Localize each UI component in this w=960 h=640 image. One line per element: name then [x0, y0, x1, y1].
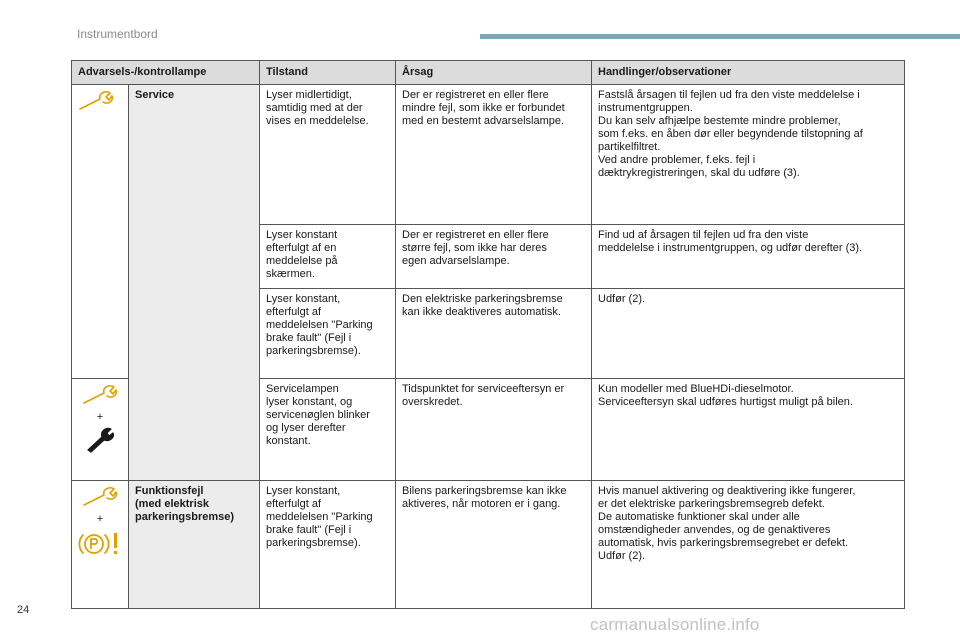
plus-sign: +: [96, 411, 104, 423]
text-line: meddelelse i instrumentgruppen, og udfør derefter (3).: [598, 242, 863, 254]
section-title: Instrumentbord: [77, 27, 158, 41]
text-line: Der er registreret en eller flere: [402, 89, 549, 101]
table-header-row: [72, 61, 905, 85]
text-line: Ved andre problemer, f.eks. fejl i: [598, 154, 756, 166]
handlinger-cell: [592, 289, 905, 379]
icon-cell: [72, 85, 129, 379]
text-line: større fejl, som ikke har deres: [402, 242, 547, 254]
icon-stack: [78, 383, 122, 453]
text-line: parkeringsbremse): [135, 511, 235, 523]
page-number: 24: [17, 604, 30, 616]
handlinger-cell: [592, 85, 905, 225]
handlinger-cell: [592, 379, 905, 481]
text-line: automatisk, hvis parkeringsbremsegrebet er defekt.: [598, 537, 849, 549]
text-line: meddelelsen "Parking: [266, 319, 373, 331]
arsag-cell: [396, 481, 592, 609]
text-line: meddelelsen "Parking: [266, 511, 373, 523]
text-line: Lyser konstant,: [266, 293, 341, 305]
arsag-cell: [396, 289, 592, 379]
icon-cell: [72, 379, 129, 481]
service-wrench-icon: [78, 89, 114, 113]
text-line: overskredet.: [402, 396, 463, 408]
text-line: dæktrykregistreringen, skal du udføre (3).: [598, 167, 800, 179]
text-line: Hvis manuel aktivering og deaktivering ikke fungerer,: [598, 485, 856, 497]
text-line: meddelelse på: [266, 255, 338, 267]
text-line: Find ud af årsagen til fejlen ud fra den viste: [598, 229, 809, 241]
text-line: (med elektrisk: [135, 498, 209, 510]
text-line: efterfulgt af: [266, 498, 322, 510]
text-line: Fastslå årsagen til fejlen ud fra den viste meddelelse i: [598, 89, 860, 101]
text-line: skærmen.: [266, 268, 315, 280]
text-line: servicenøglen blinker: [266, 409, 370, 421]
handlinger-cell: [592, 225, 905, 289]
text-line: aktiveres, når motoren er i gang.: [402, 498, 561, 510]
col-header-arsag: Årsag: [396, 61, 592, 85]
text-line: lyser konstant, og: [266, 396, 353, 408]
icon-cell: [72, 481, 129, 609]
arsag-cell: [396, 85, 592, 225]
service-wrench-icon: [82, 383, 118, 407]
spanner-icon: [85, 427, 115, 453]
text-line: parkeringsbremse).: [266, 537, 361, 549]
col-header-handlinger: Handlinger/observationer: [592, 61, 905, 85]
text-line: brake fault" (Fejl i: [266, 332, 352, 344]
plus-sign: +: [96, 513, 104, 525]
icon-stack: [78, 485, 122, 559]
text-line: Tidspunktet for serviceeftersyn er: [402, 383, 565, 395]
text-line: Den elektriske parkeringsbremse: [402, 293, 563, 305]
text-line: Du kan selv afhjælpe bestemte mindre problemer,: [598, 115, 841, 127]
text-line: instrumentgruppen.: [598, 102, 693, 114]
text-line: og lyser derefter: [266, 422, 346, 434]
text-line: Lyser midlertidigt,: [266, 89, 352, 101]
tilstand-cell: [260, 289, 396, 379]
arsag-cell: [396, 379, 592, 481]
tilstand-cell: [260, 481, 396, 609]
text-line: De automatiske funktioner skal under alle: [598, 511, 800, 523]
text-line: Servicelampen: [266, 383, 339, 395]
header-accent-bar: [480, 34, 960, 39]
warning-lamp-table: [71, 60, 905, 609]
text-line: Lyser konstant: [266, 229, 338, 241]
text-line: som f.eks. en åben dør eller begyndende tilstopning af: [598, 128, 863, 140]
group-name-text: Service: [135, 89, 175, 101]
group-name-service: [129, 85, 260, 481]
table-row: [72, 481, 905, 609]
text-line: mindre fejl, som ikke er forbundet: [402, 102, 565, 114]
watermark: carmanualsonline.info: [590, 615, 760, 634]
col-header-tilstand: Tilstand: [260, 61, 396, 85]
text-line: parkeringsbremse).: [266, 345, 361, 357]
text-line: efterfulgt af: [266, 306, 322, 318]
arsag-cell: [396, 225, 592, 289]
text-line: omstændigheder anvendes, og de genaktiveres: [598, 524, 831, 536]
text-line: Der er registreret en eller flere: [402, 229, 549, 241]
text-line: kan ikke deaktiveres automatisk.: [402, 306, 561, 318]
text-line: Udfør (2).: [598, 550, 646, 562]
text-line: Lyser konstant,: [266, 485, 341, 497]
table-row: [72, 85, 905, 225]
col-header-lamp: Advarsels-/kontrollampe: [72, 61, 260, 85]
text-line: Udfør (2).: [598, 293, 646, 305]
parking-brake-warning-icon: [77, 529, 123, 559]
text-line: er det elektriske parkeringsbremsegreb defekt.: [598, 498, 825, 510]
text-line: konstant.: [266, 435, 311, 447]
text-line: samtidig med at der: [266, 102, 363, 114]
tilstand-cell: [260, 225, 396, 289]
tilstand-cell: [260, 85, 396, 225]
text-line: med en bestemt advarselslampe.: [402, 115, 565, 127]
text-line: efterfulgt af en: [266, 242, 337, 254]
group-name-funktionsfejl: [129, 481, 260, 609]
handlinger-cell: [592, 481, 905, 609]
text-line: Bilens parkeringsbremse kan ikke: [402, 485, 567, 497]
text-line: Funktionsfejl: [135, 485, 204, 497]
text-line: Kun modeller med BlueHDi-dieselmotor.: [598, 383, 794, 395]
text-line: Serviceeftersyn skal udføres hurtigst muligt på bilen.: [598, 396, 853, 408]
tilstand-cell: [260, 379, 396, 481]
text-line: partikelfiltret.: [598, 141, 661, 153]
service-wrench-icon: [82, 485, 118, 509]
text-line: egen advarselslampe.: [402, 255, 510, 267]
text-line: brake fault" (Fejl i: [266, 524, 352, 536]
text-line: vises en meddelelse.: [266, 115, 369, 127]
